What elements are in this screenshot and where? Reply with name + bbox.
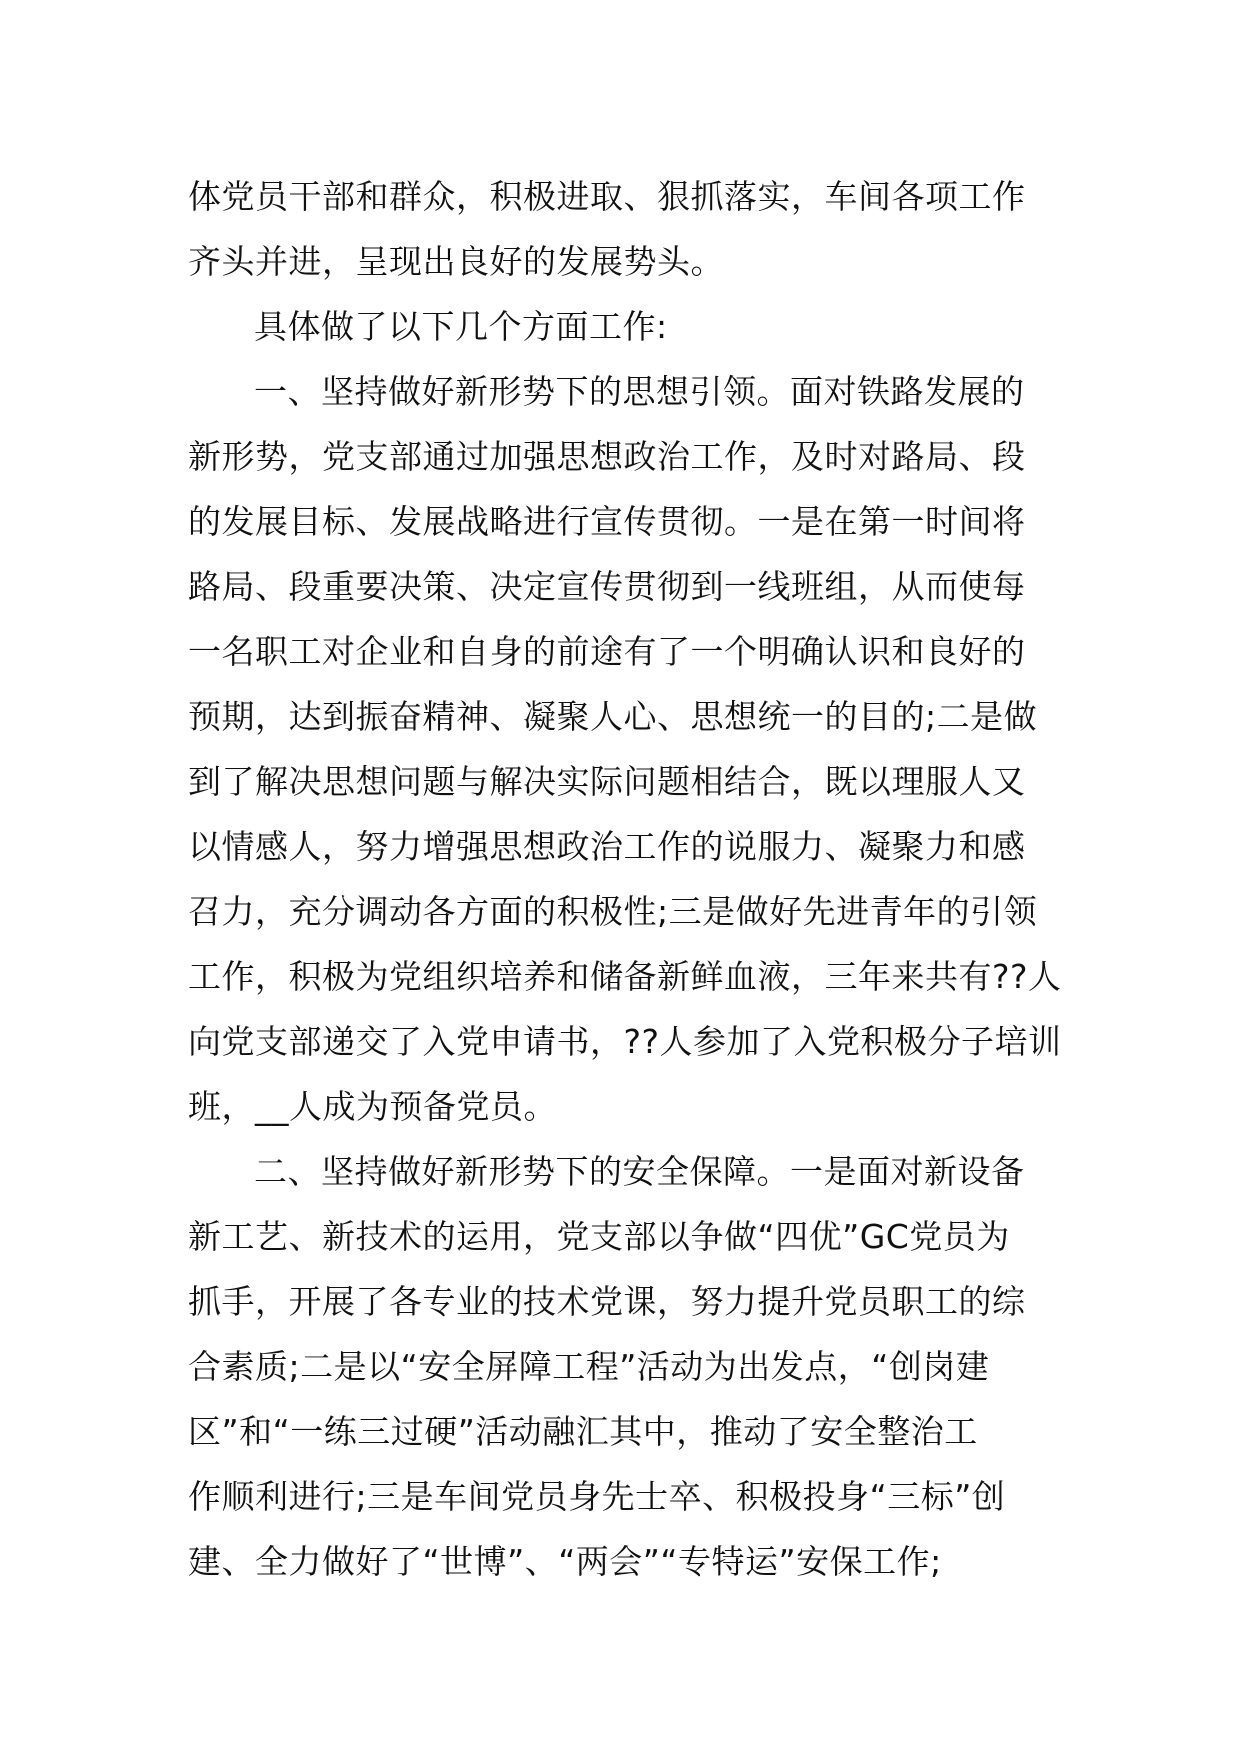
text-line: 新形势，党支部通过加强思想政治工作，及时对路局、段 bbox=[188, 437, 1026, 476]
text-line: 抓手，开展了各专业的技术党课，努力提升党员职工的综 bbox=[188, 1282, 1026, 1321]
text-line: 到了解决思想问题与解决实际问题相结合，既以理服人又 bbox=[188, 762, 1026, 801]
text-line: 新工艺、新技术的运用，党支部以争做“四优”GC党员为 bbox=[188, 1217, 1010, 1256]
text-line: 二、坚持做好新形势下的安全保障。一是面对新设备 bbox=[254, 1152, 1025, 1191]
text-line: 以情感人，努力增强思想政治工作的说服力、凝聚力和感 bbox=[188, 827, 1026, 866]
text-line: 齐头并进，呈现出良好的发展势头。 bbox=[188, 242, 724, 281]
text-line: 合素质;二是以“安全屏障工程”活动为出发点，“创岗建 bbox=[188, 1347, 990, 1386]
text-line: 区”和“一练三过硬”活动融汇其中，推动了安全整治工 bbox=[188, 1412, 978, 1451]
body-text bbox=[188, 164, 1068, 1594]
text-line: 作顺利进行;三是车间党员身先士卒、积极投身“三标”创 bbox=[188, 1477, 1006, 1516]
text-line: 召力，充分调动各方面的积极性;三是做好先进青年的引领 bbox=[188, 892, 1038, 931]
text-line: 工作，积极为党组织培养和储备新鲜血液，三年来共有??人 bbox=[188, 957, 1062, 996]
text-line: 建、全力做好了“世博”、“两会”“专特运”安保工作; bbox=[188, 1542, 942, 1581]
text-line: 向党支部递交了入党申请书，??人参加了入党积极分子培训 bbox=[188, 1022, 1062, 1061]
text-line: 的发展目标、发展战略进行宣传贯彻。一是在第一时间将 bbox=[188, 502, 1026, 541]
text-line: 一、坚持做好新形势下的思想引领。面对铁路发展的 bbox=[254, 372, 1025, 411]
text-line: 预期，达到振奋精神、凝聚人心、思想统一的目的;二是做 bbox=[188, 697, 1038, 736]
text-line: 班，__人成为预备党员。 bbox=[188, 1087, 557, 1126]
text-line: 体党员干部和群众，积极进取、狠抓落实，车间各项工作 bbox=[188, 177, 1026, 216]
text-line: 具体做了以下几个方面工作: bbox=[254, 307, 668, 346]
text-line: 路局、段重要决策、决定宣传贯彻到一线班组，从而使每 bbox=[188, 567, 1026, 606]
text-line: 一名职工对企业和自身的前途有了一个明确认识和良好的 bbox=[188, 632, 1026, 671]
